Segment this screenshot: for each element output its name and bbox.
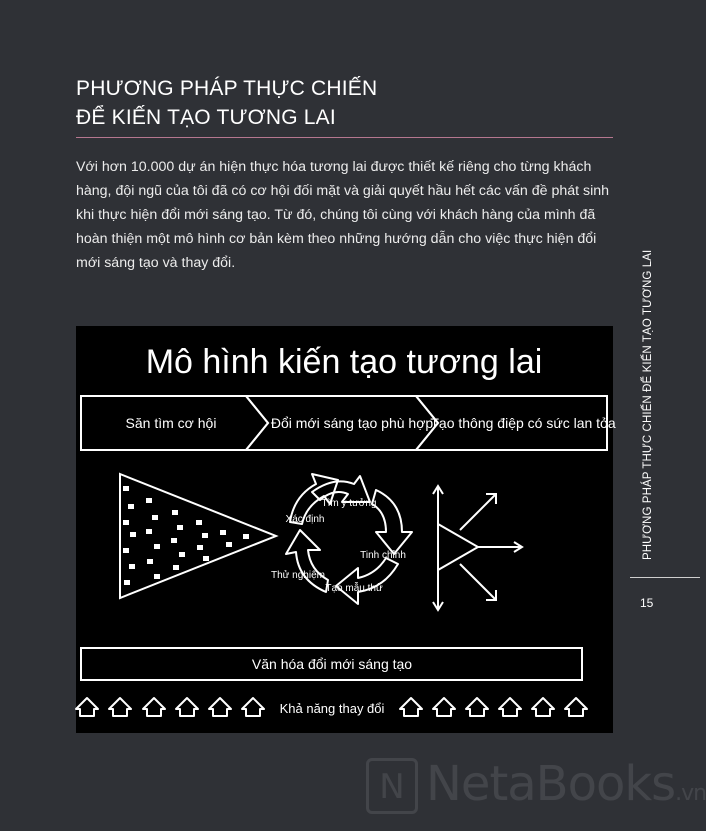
up-arrow-icon xyxy=(242,698,264,716)
stage-label-3: Tạo thông điệp có sức lan tỏa xyxy=(430,415,616,431)
cycle-step-label-1: Tìm ý tưởng xyxy=(321,498,377,509)
cycle-step-label-3: Tạo mẫu thử xyxy=(325,583,383,594)
intro-paragraph xyxy=(76,155,616,275)
stage-label-1: Săn tìm cơ hội xyxy=(125,415,217,431)
change-arrows-left xyxy=(76,698,264,716)
change-arrows-right xyxy=(400,698,587,716)
funnel-icon xyxy=(120,474,276,598)
watermark-text xyxy=(426,756,706,812)
netabooks-logo-icon xyxy=(366,758,418,814)
heading-divider xyxy=(76,137,613,138)
up-arrow-icon xyxy=(176,698,198,716)
figure-title: Mô hình kiến tạo tương lai xyxy=(145,343,543,381)
broadcast-icon xyxy=(433,486,522,610)
culture-label: Văn hóa đổi mới sáng tạo xyxy=(251,656,413,672)
page-number: 15 xyxy=(640,596,654,610)
netabooks-watermark xyxy=(366,754,706,824)
watermark-suffix: .vn xyxy=(675,781,706,806)
intro-text: Với hơn 10.000 dự án hiện thực hóa tương lai được thiết kế riêng cho từng khách hàng, đội ngũ của tôi đã có cơ hội đối mặt và giải quyết hầu hết các vấn đề phát sinh khi thực hiện đổi mới sáng tạo. Từ đó, chúng tôi cùng với khách hàng của mình đã hoàn thiện một mô hình cơ bản kèm theo những hướng dẫn cho việc thực hiện đổi mới sáng tạo và thay đổi. xyxy=(76,159,610,271)
cycle-arrow-2 xyxy=(372,490,412,554)
change-label: Khả năng thay đổi xyxy=(279,701,385,716)
heading-line-2: ĐỂ KIẾN TẠO TƯƠNG LAI xyxy=(76,106,336,129)
cycle-arrow-4 xyxy=(286,530,328,592)
cycle-step-label-4: Thử nghiệm xyxy=(271,570,325,581)
up-arrow-icon xyxy=(433,698,455,716)
cycle-arrow-3 xyxy=(336,558,398,604)
up-arrow-icon xyxy=(143,698,165,716)
side-divider xyxy=(630,577,700,578)
up-arrow-icon xyxy=(400,698,422,716)
up-arrow-icon xyxy=(109,698,131,716)
up-arrow-icon xyxy=(209,698,231,716)
cycle-step-label-2: Tinh chỉnh xyxy=(360,550,406,561)
page-heading xyxy=(76,74,616,132)
up-arrow-icon xyxy=(565,698,587,716)
up-arrow-icon xyxy=(466,698,488,716)
watermark-brand: NetaBooks xyxy=(426,756,676,812)
up-arrow-icon xyxy=(499,698,521,716)
heading-line-1: PHƯƠNG PHÁP THỰC CHIẾN xyxy=(76,77,378,100)
stage-label-2: Đổi mới sáng tạo phù hợp xyxy=(270,415,434,431)
side-running-title: PHƯƠNG PHÁP THỰC CHIẾN ĐỂ KIẾN TẠO TƯƠNG LAI xyxy=(642,249,654,560)
up-arrow-icon xyxy=(76,698,98,716)
cycle-step-label-5: Xác định xyxy=(285,514,325,525)
future-model-figure xyxy=(76,326,616,733)
up-arrow-icon xyxy=(532,698,554,716)
